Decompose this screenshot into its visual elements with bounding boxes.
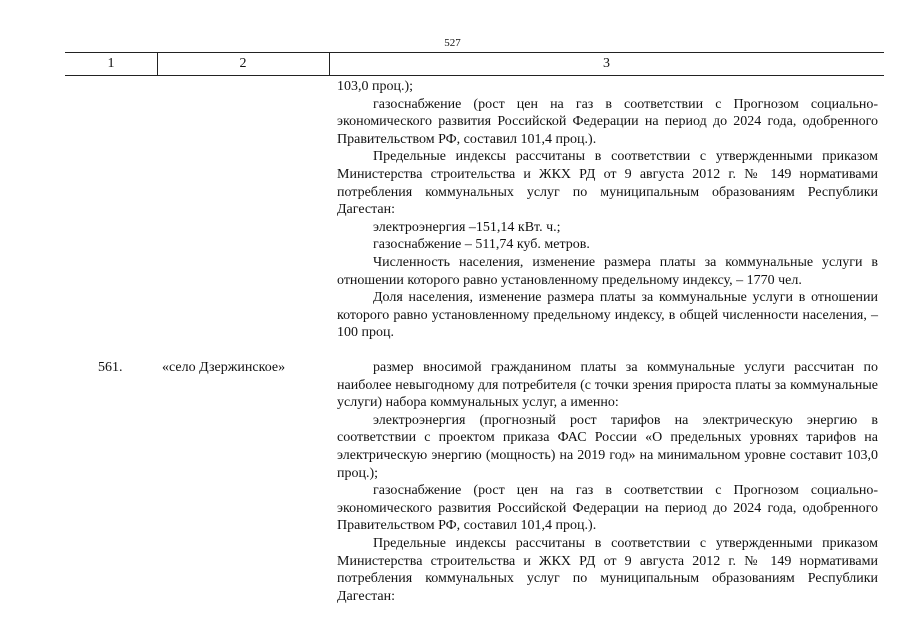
paragraph: 103,0 проц.); <box>337 79 414 94</box>
column-divider <box>157 52 158 76</box>
paragraph: газоснабжение (рост цен на газ в соответствии с Прогнозом социально-экономического развития Российской Федерации на период до 2024 года, одобренного Правительством РФ, составил 101,4 проц.). <box>337 483 878 534</box>
paragraph: Доля населения, изменение размера платы за коммунальные услуги в отношении которого равно установленному предельному индексу, в общей численности населения, – 100 проц. <box>337 290 878 341</box>
paragraph: Численность населения, изменение размера платы за коммунальные услуги в отношении которого равно установленному предельному индексу, – 1770 чел. <box>337 254 878 288</box>
entry-number: 561. <box>98 360 123 375</box>
entry-561-description <box>337 359 878 605</box>
entry-name: «село Дзержинское» <box>162 360 286 375</box>
paragraph: газоснабжение (рост цен на газ в соответствии с Прогнозом социально-экономического развития Российской Федерации на период до 2024 года, одобренного Правительством РФ, составил 101,4 проц.). <box>337 96 878 147</box>
table-header-row <box>65 52 884 76</box>
paragraph: газоснабжение – 511,74 куб. метров. <box>373 237 590 253</box>
paragraph: размер вносимой гражданином платы за коммунальные услуги рассчитан по наиболее невыгодному для потребителя (с точки зрения прироста платы за коммунальные услуги) набора коммунальных услуг, а именно: <box>337 360 878 411</box>
entry-560-description <box>337 78 878 342</box>
paragraph: электроэнергия (прогнозный рост тарифов на электрическую энергию в соответствии с проектом приказа ФАС России «О предельных уровнях тарифов на электрическую энергию (мощность) на 2019 год» на минимальном уровне составит 103,0 проц.); <box>337 412 878 481</box>
column-header-3: 3 <box>603 56 610 71</box>
column-header-2: 2 <box>239 56 247 71</box>
column-divider <box>329 52 330 76</box>
page-number: 527 <box>444 37 461 49</box>
paragraph: электроэнергия –151,14 кВт. ч.; <box>373 219 561 235</box>
column-header-1: 1 <box>107 56 115 71</box>
paragraph: Предельные индексы рассчитаны в соответствии с утвержденными приказом Министерства строительства и ЖКХ РД от 9 августа 2012 г. № 149 нормативами потребления коммунальных услуг по муниципальным образованиям Республики Дагестан: <box>337 149 878 218</box>
paragraph: Предельные индексы рассчитаны в соответствии с утвержденными приказом Министерства строительства и ЖКХ РД от 9 августа 2012 г. № 149 нормативами потребления коммунальных услуг по муниципальным образованиям Республики Дагестан: <box>337 535 878 604</box>
